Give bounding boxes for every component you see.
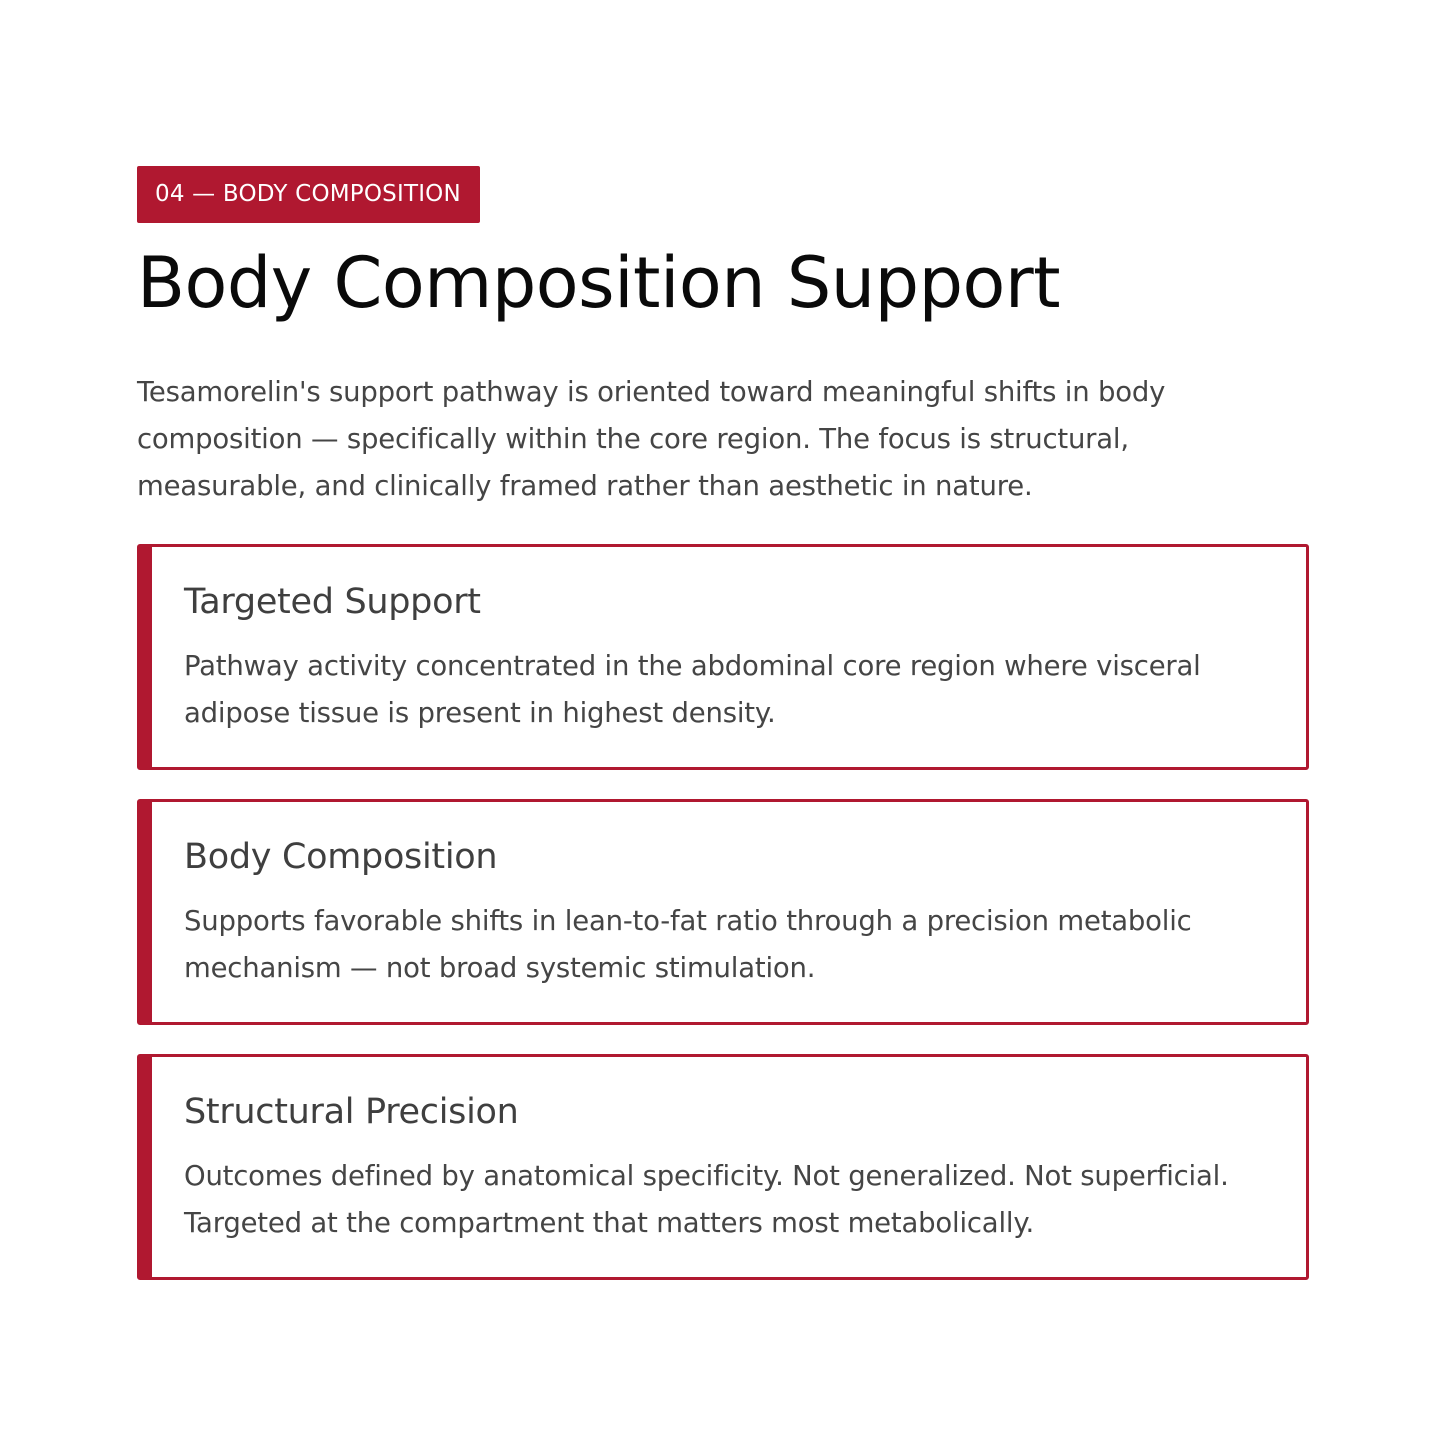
feature-card-title: Body Composition [184, 837, 498, 877]
feature-card-list [137, 544, 1309, 1309]
feature-card-targeted-support [137, 544, 1309, 770]
body-composition-section [137, 166, 1309, 1239]
page-title: Body Composition Support [137, 242, 1061, 324]
section-badge: 04 — BODY COMPOSITION [137, 166, 480, 223]
feature-card-body: Supports favorable shifts in lean-to-fat ratio through a precision metabolic mechanism — not broad systemic stimulation. [184, 905, 1192, 984]
feature-card-title: Structural Precision [184, 1092, 519, 1132]
feature-card-body: Outcomes defined by anatomical specificity. Not generalized. Not superficial. Targeted at the compartment that matters most metabolically. [184, 1160, 1229, 1239]
intro-paragraph: Tesamorelin's support pathway is oriented toward meaningful shifts in body composition — specifically within the core region. The focus is structural, measurable, and clinically framed rather than aesthetic in nature. [137, 376, 1166, 502]
feature-card-body-composition [137, 799, 1309, 1025]
feature-card-structural-precision [137, 1054, 1309, 1280]
feature-card-body: Pathway activity concentrated in the abdominal core region where visceral adipose tissue is present in highest density. [184, 650, 1201, 729]
feature-card-title: Targeted Support [184, 582, 481, 622]
